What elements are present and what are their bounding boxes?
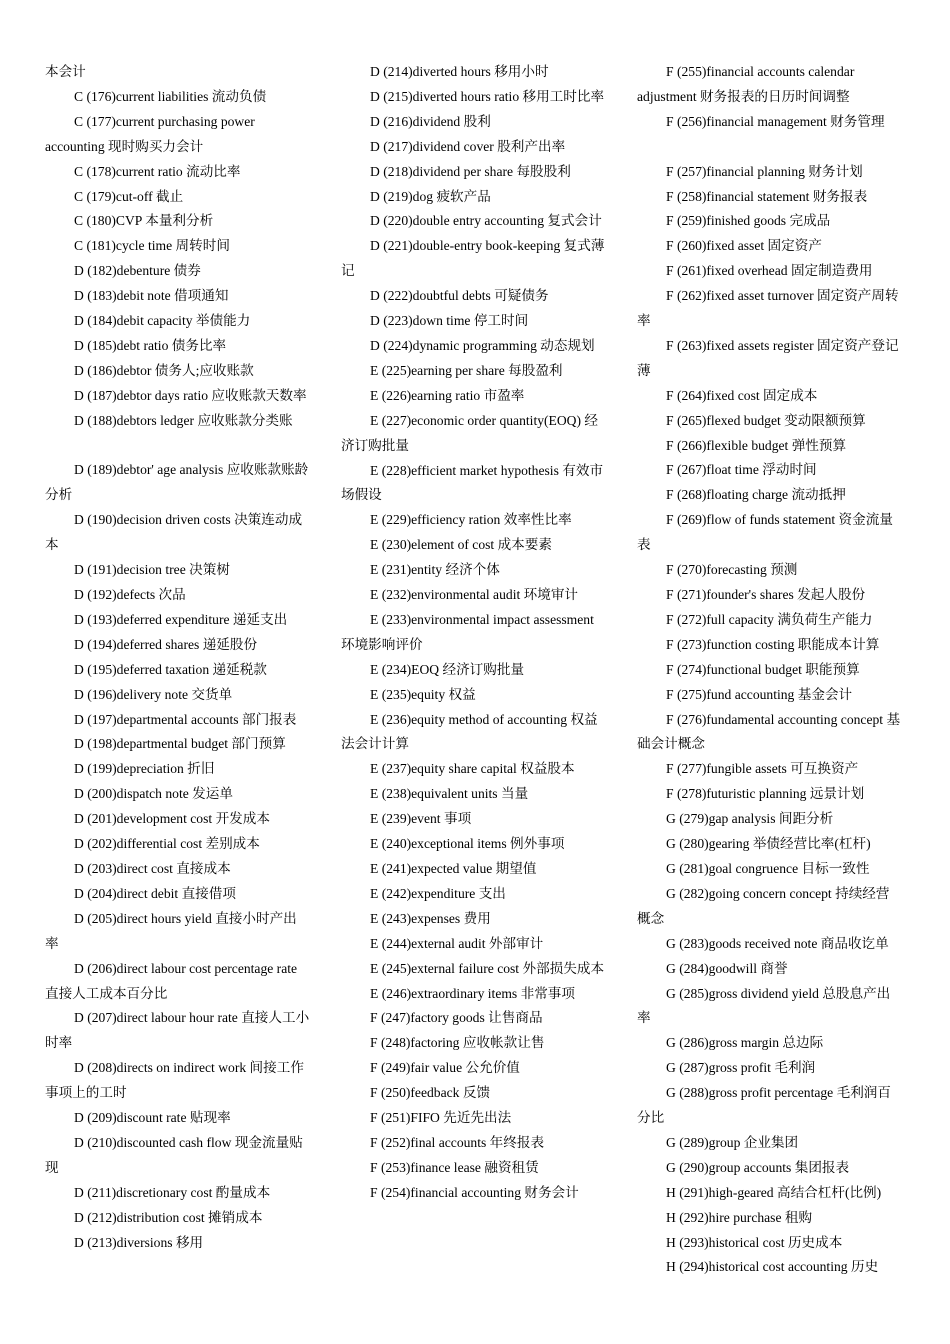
glossary-entry: F (263)fixed assets register 固定资产登记薄: [637, 337, 899, 378]
glossary-entry: G (290)group accounts 集团报表: [666, 1159, 850, 1175]
glossary-entry: G (281)goal congruence 目标一致性: [666, 860, 870, 876]
glossary-entry: D (196)delivery note 交货单: [74, 686, 233, 702]
glossary-entry: E (245)external failure cost 外部损失成本: [370, 960, 605, 976]
glossary-entry: F (272)full capacity 满负荷生产能力: [666, 611, 873, 627]
glossary-entry: D (188)debtors ledger 应收账款分类账: [74, 412, 293, 428]
glossary-entry: F (260)fixed asset 固定资产: [666, 238, 822, 254]
glossary-entry: D (192)defects 次品: [74, 587, 186, 603]
glossary-entry: G (288)gross profit percentage 毛利润百分比: [637, 1085, 891, 1126]
glossary-entry: D (217)dividend cover 股利产出率: [370, 138, 566, 154]
glossary-entry: G (280)gearing 举债经营比率(杠杆): [666, 836, 871, 852]
glossary-entry: D (211)discretionary cost 酌量成本: [74, 1184, 271, 1200]
glossary-entry: D (215)diverted hours ratio 移用工时比率: [370, 88, 605, 104]
glossary-entry: F (264)fixed cost 固定成本: [666, 387, 818, 403]
glossary-entry: E (227)economic order quantity(EOQ) 经济订购批量: [341, 412, 599, 453]
glossary-entry: D (222)doubtful debts 可疑债务: [370, 288, 549, 304]
glossary-entry: G (284)goodwill 商誉: [666, 960, 788, 976]
glossary-entry: E (228)efficient market hypothesis 有效市场假设: [341, 462, 604, 503]
glossary-entry: F (251)FIFO 先近先出法: [370, 1110, 512, 1126]
glossary-entry: G (289)group 企业集团: [666, 1134, 799, 1150]
glossary-entry: E (236)equity method of accounting 权益法会计计算: [341, 711, 598, 752]
glossary-entry: F (273)function costing 职能成本计算: [666, 636, 880, 652]
glossary-entry: F (270)forecasting 预测: [666, 562, 798, 578]
glossary-entry: E (237)equity share capital 权益股本: [370, 761, 575, 777]
glossary-entry: E (233)environmental impact assessment 环境影响评价: [341, 611, 594, 652]
glossary-entry: F (276)fundamental accounting concept 基础会计概念: [637, 711, 901, 752]
glossary-entry: E (235)equity 权益: [370, 686, 476, 702]
glossary-entry: D (218)dividend per share 每股股利: [370, 163, 571, 179]
glossary-entry: C (181)cycle time 周转时间: [74, 238, 230, 254]
glossary-entry: D (220)double entry accounting 复式会计: [370, 213, 602, 229]
glossary-entry: F (269)flow of funds statement 资金流量表: [637, 512, 893, 553]
glossary-entry: G (282)going concern concept 持续经营概念: [637, 885, 890, 926]
glossary-entry: D (223)down time 停工时间: [370, 313, 529, 329]
glossary-entry: F (265)flexed budget 变动限额预算: [666, 412, 866, 428]
glossary-entry-continuation: 本会计: [45, 64, 86, 79]
glossary-entry: F (256)financial management 财务管理: [666, 113, 885, 129]
glossary-entry: D (197)departmental accounts 部门报表: [74, 711, 297, 727]
glossary-entry: D (186)debtor 债务人;应收账款: [74, 362, 254, 378]
glossary-entry: F (271)founder's shares 发起人股份: [666, 587, 866, 603]
glossary-entry: D (206)direct labour cost percentage rate 直接人工成本百分比: [45, 960, 298, 1001]
glossary-entry: D (212)distribution cost 摊销成本: [74, 1209, 263, 1225]
glossary-entry: E (241)expected value 期望值: [370, 861, 537, 876]
glossary-entry: C (180)CVP 本量利分析: [74, 213, 214, 229]
glossary-entry: C (177)current purchasing power accounting 现时购买力会计: [45, 113, 255, 154]
glossary-entry: H (293)historical cost 历史成本: [666, 1234, 843, 1250]
glossary-entry: D (205)direct hours yield 直接小时产出率: [45, 910, 297, 951]
glossary-entry: D (189)debtor' age analysis 应收账款账龄分析: [45, 462, 309, 503]
glossary-entry: E (225)earning per share 每股盈利: [370, 362, 563, 378]
glossary-entry: E (246)extraordinary items 非常事项: [370, 985, 575, 1001]
glossary-entry: E (229)efficiency ration 效率性比率: [370, 512, 572, 528]
glossary-entry: F (252)final accounts 年终报表: [370, 1134, 545, 1150]
glossary-entry: F (277)fungible assets 可互换资产: [666, 761, 859, 777]
glossary-entry: D (210)discounted cash flow 现金流量贴现: [45, 1134, 303, 1175]
glossary-entry: F (278)futuristic planning 远景计划: [666, 786, 865, 802]
glossary-entry: G (287)gross profit 毛利润: [666, 1060, 816, 1076]
glossary-entry: H (294)historical cost accounting 历史: [666, 1259, 879, 1275]
glossary-entry: F (255)financial accounts calendar adjustment 财务报表的日历时间调整: [637, 64, 855, 104]
glossary-entry: F (250)feedback 反馈: [370, 1085, 491, 1101]
glossary-entry: E (244)external audit 外部审计: [370, 935, 544, 951]
glossary-entry: D (191)decision tree 决策树: [74, 562, 230, 578]
glossary-entry: F (274)functional budget 职能预算: [666, 661, 860, 677]
glossary-entry: D (199)depreciation 折旧: [74, 761, 215, 777]
glossary-entry: D (190)decision driven costs 决策连动成本: [45, 512, 303, 553]
glossary-entry: H (292)hire purchase 租购: [666, 1209, 813, 1225]
glossary-entry: C (178)current ratio 流动比率: [74, 163, 241, 179]
glossary-entry: D (185)debt ratio 债务比率: [74, 337, 227, 353]
glossary-column-2: [341, 60, 607, 1206]
glossary-column-3: [637, 60, 902, 1280]
glossary-entry: D (187)debtor days ratio 应收账款天数率: [74, 387, 307, 403]
glossary-entry: F (248)factoring 应收帐款让售: [370, 1035, 545, 1051]
glossary-entry: F (266)flexible budget 弹性预算: [666, 437, 847, 453]
glossary-entry: D (214)diverted hours 移用小时: [370, 64, 549, 79]
glossary-entry: G (283)goods received note 商品收讫单: [666, 935, 889, 951]
glossary-entry: D (183)debit note 借项通知: [74, 288, 229, 304]
glossary-entry: E (240)exceptional items 例外事项: [370, 836, 565, 852]
glossary-entry: F (268)floating charge 流动抵押: [666, 487, 846, 503]
glossary-entry: F (249)fair value 公允价值: [370, 1060, 520, 1076]
glossary-entry: E (234)EOQ 经济订购批量: [370, 661, 525, 677]
glossary-entry: D (198)departmental budget 部门预算: [74, 736, 286, 752]
glossary-entry: F (261)fixed overhead 固定制造费用: [666, 263, 873, 279]
glossary-entry: E (226)earning ratio 市盈率: [370, 387, 525, 403]
glossary-entry: G (286)gross margin 总边际: [666, 1035, 824, 1051]
glossary-entry: D (209)discount rate 贴现率: [74, 1110, 231, 1126]
glossary-entry: D (216)dividend 股利: [370, 113, 491, 129]
glossary-entry: D (182)debenture 债券: [74, 263, 201, 279]
glossary-entry: D (207)direct labour hour rate 直接人工小时率: [45, 1010, 310, 1051]
glossary-entry: D (208)directs on indirect work 间接工作事项上的工时: [45, 1060, 304, 1101]
glossary-entry: F (257)financial planning 财务计划: [666, 163, 863, 179]
glossary-entry: F (262)fixed asset turnover 固定资产周转率: [637, 288, 899, 329]
glossary-entry: F (259)finished goods 完成品: [666, 213, 831, 229]
glossary-entry: E (239)event 事项: [370, 811, 472, 827]
glossary-entry: D (184)debit capacity 举债能力: [74, 313, 251, 329]
glossary-entry: D (213)diversions 移用: [74, 1234, 204, 1250]
glossary-entry: D (200)dispatch note 发运单: [74, 786, 233, 802]
glossary-entry: D (219)dog 疲软产品: [370, 188, 491, 204]
glossary-entry: E (238)equivalent units 当量: [370, 786, 529, 802]
glossary-entry: F (247)factory goods 让售商品: [370, 1010, 543, 1026]
glossary-entry: D (202)differential cost 差别成本: [74, 836, 260, 852]
glossary-entry: F (267)float time 浮动时间: [666, 462, 817, 478]
glossary-entry: C (176)current liabilities 流动负债: [74, 88, 267, 104]
glossary-entry: E (242)expenditure 支出: [370, 885, 506, 901]
blank-line: [45, 434, 310, 459]
glossary-entry: D (195)deferred taxation 递延税款: [74, 661, 267, 677]
glossary-entry: H (291)high-geared 高结合杠杆(比例): [666, 1184, 882, 1200]
glossary-entry: E (243)expenses 费用: [370, 910, 491, 926]
glossary-entry: F (275)fund accounting 基金会计: [666, 686, 853, 702]
glossary-entry: C (179)cut-off 截止: [74, 188, 184, 204]
glossary-entry: G (285)gross dividend yield 总股息产出率: [637, 985, 891, 1026]
glossary-entry: D (193)deferred expenditure 递延支出: [74, 611, 288, 627]
glossary-entry: E (232)environmental audit 环境审计: [370, 587, 579, 603]
glossary-entry: D (221)double-entry book-keeping 复式薄记: [341, 238, 605, 279]
glossary-entry: D (203)direct cost 直接成本: [74, 860, 231, 876]
blank-line: [637, 135, 902, 160]
glossary-entry: E (231)entity 经济个体: [370, 562, 500, 578]
glossary-entry: D (201)development cost 开发成本: [74, 811, 270, 827]
glossary-entry: F (253)finance lease 融资租赁: [370, 1159, 539, 1175]
glossary-entry: F (254)financial accounting 财务会计: [370, 1184, 579, 1200]
glossary-entry: E (230)element of cost 成本要素: [370, 537, 552, 553]
glossary-entry: G (279)gap analysis 间距分析: [666, 811, 834, 827]
glossary-entry: D (224)dynamic programming 动态规划: [370, 337, 595, 353]
glossary-entry: D (204)direct debit 直接借项: [74, 885, 236, 901]
glossary-column-1: [45, 60, 310, 1255]
glossary-entry: F (258)financial statement 财务报表: [666, 188, 868, 204]
glossary-entry: D (194)deferred shares 递延股份: [74, 636, 258, 652]
